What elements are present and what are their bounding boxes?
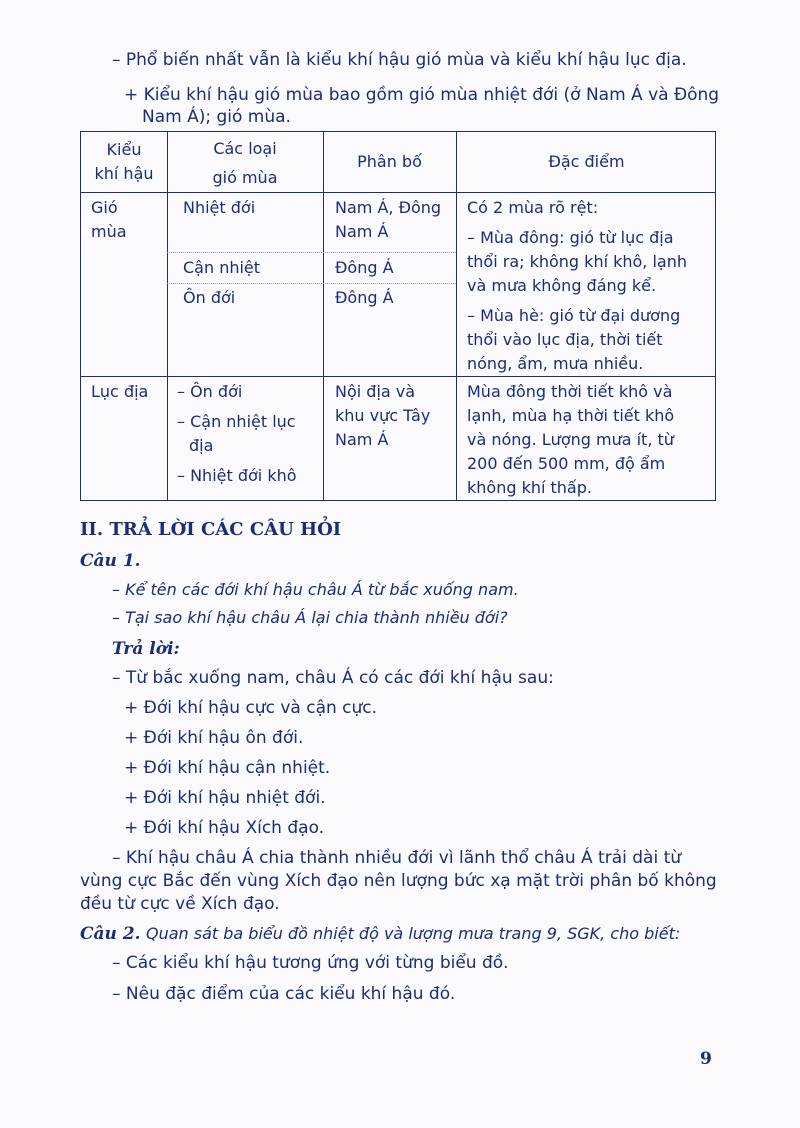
answer-zone-5: + Đới khí hậu Xích đạo. [124, 818, 325, 838]
monsoon-type-cell [91, 196, 127, 244]
header-distribution: Phân bố [357, 152, 422, 171]
header-text: khí hậu [94, 164, 154, 183]
monsoon-distribution-3: Đông Á [335, 288, 394, 307]
answer-intro: – Từ bắc xuống nam, châu Á có các đới khí hậu sau: [112, 668, 554, 688]
header-text: Kiểu [106, 140, 142, 159]
question-2-prompt: Quan sát ba biểu đồ nhiệt độ và lượng mưa trang 9, SGK, cho biết: [145, 924, 681, 943]
answer-label: Trả lời: [112, 639, 180, 659]
question-2 [80, 922, 680, 946]
continental-distribution [335, 380, 430, 452]
header-characteristics: Đặc điểm [548, 152, 625, 171]
table-col-divider [323, 132, 324, 500]
intro-line-2a: + Kiểu khí hậu gió mùa bao gồm gió mùa nhiệt đới (ở Nam Á và Đông [124, 85, 720, 105]
cell-text: – Mùa đông: gió từ lục địa [467, 228, 674, 247]
question-2-item-2: – Nêu đặc điểm của các kiểu khí hậu đó. [112, 984, 456, 1004]
cell-text: và mưa không đáng kể. [467, 276, 657, 295]
cell-text: Gió [91, 198, 118, 217]
monsoon-kind-temperate: Ôn đới [183, 288, 236, 307]
header-text: Các loại [213, 139, 277, 158]
cell-text: thổi ra; không khí khô, lạnh [467, 252, 688, 271]
cell-text: và nóng. Lượng mưa ít, từ [467, 430, 674, 449]
answer-explanation-line-1: – Khí hậu châu Á chia thành nhiều đới vì lãnh thổ châu Á trải dài từ [112, 848, 682, 868]
table-header-divider [81, 192, 715, 193]
cell-text: lạnh, mùa hạ thời tiết khô [467, 406, 675, 425]
monsoon-distribution-2: Đông Á [335, 258, 394, 277]
cell-text: Nam Á [335, 430, 389, 449]
answer-zone-2: + Đới khí hậu ôn đới. [124, 728, 304, 748]
cell-text: mùa [91, 222, 127, 241]
answer-explanation-line-3: đều từ cực về Xích đạo. [80, 894, 280, 914]
cell-text: Có 2 mùa rõ rệt: [467, 198, 599, 217]
answer-zone-1: + Đới khí hậu cực và cận cực. [124, 698, 378, 718]
cell-text: – Mùa hè: gió từ đại dương [467, 306, 681, 325]
continental-kinds [177, 380, 297, 488]
monsoon-kind-tropical: Nhiệt đới [183, 198, 256, 217]
cell-text: nóng, ẩm, mưa nhiều. [467, 354, 644, 373]
climate-table [80, 131, 716, 501]
cell-text: – Cận nhiệt lục [177, 412, 296, 431]
question-2-item-1: – Các kiểu khí hậu tương ứng với từng biểu đồ. [112, 953, 509, 973]
table-row-divider [81, 376, 715, 377]
answer-explanation-line-2: vùng cực Bắc đến vùng Xích đạo nên lượng bức xạ mặt trời phân bố không [80, 871, 717, 891]
page-number: 9 [700, 1049, 712, 1069]
cell-text: – Nhiệt đới khô [177, 466, 297, 485]
answer-zone-3: + Đới khí hậu cận nhiệt. [124, 758, 331, 778]
cell-text: Nam Á [335, 222, 389, 241]
question-1-item-2: – Tại sao khí hậu châu Á lại chia thành nhiều đới? [112, 608, 508, 627]
question-2-label: Câu 2. [80, 924, 141, 944]
cell-text: địa [189, 436, 214, 455]
intro-line-2b: Nam Á); gió mùa. [142, 107, 291, 127]
header-monsoon-kinds [167, 134, 323, 192]
header-text: gió mùa [212, 168, 278, 187]
table-subrow-divider [167, 252, 456, 253]
question-1-label: Câu 1. [80, 551, 141, 571]
cell-text: Nam Á, Đông [335, 198, 442, 217]
cell-text: không khí thấp. [467, 478, 592, 497]
monsoon-kind-subtropical: Cận nhiệt [183, 258, 261, 277]
continental-type-cell: Lục địa [91, 382, 149, 401]
cell-text: 200 đến 500 mm, độ ẩm [467, 454, 666, 473]
cell-text: khu vực Tây [335, 406, 431, 425]
monsoon-characteristics [467, 196, 707, 376]
monsoon-distribution-1 [335, 196, 441, 244]
cell-text: Nội địa và [335, 382, 416, 401]
intro-line-1: – Phổ biến nhất vẫn là kiểu khí hậu gió mùa và kiểu khí hậu lục địa. [112, 50, 687, 70]
cell-text: – Ôn đới [177, 382, 243, 401]
continental-characteristics [467, 380, 707, 500]
table-subrow-divider [167, 283, 456, 284]
answer-zone-4: + Đới khí hậu nhiệt đới. [124, 788, 326, 808]
header-climate-type [81, 138, 167, 186]
question-1-item-1: – Kể tên các đới khí hậu châu Á từ bắc xuống nam. [112, 580, 519, 599]
cell-text: Mùa đông thời tiết khô và [467, 382, 673, 401]
table-col-divider [456, 132, 457, 500]
cell-text: thổi vào lục địa, thời tiết [467, 330, 663, 349]
section-heading: II. TRẢ LỜI CÁC CÂU HỎI [80, 519, 342, 540]
